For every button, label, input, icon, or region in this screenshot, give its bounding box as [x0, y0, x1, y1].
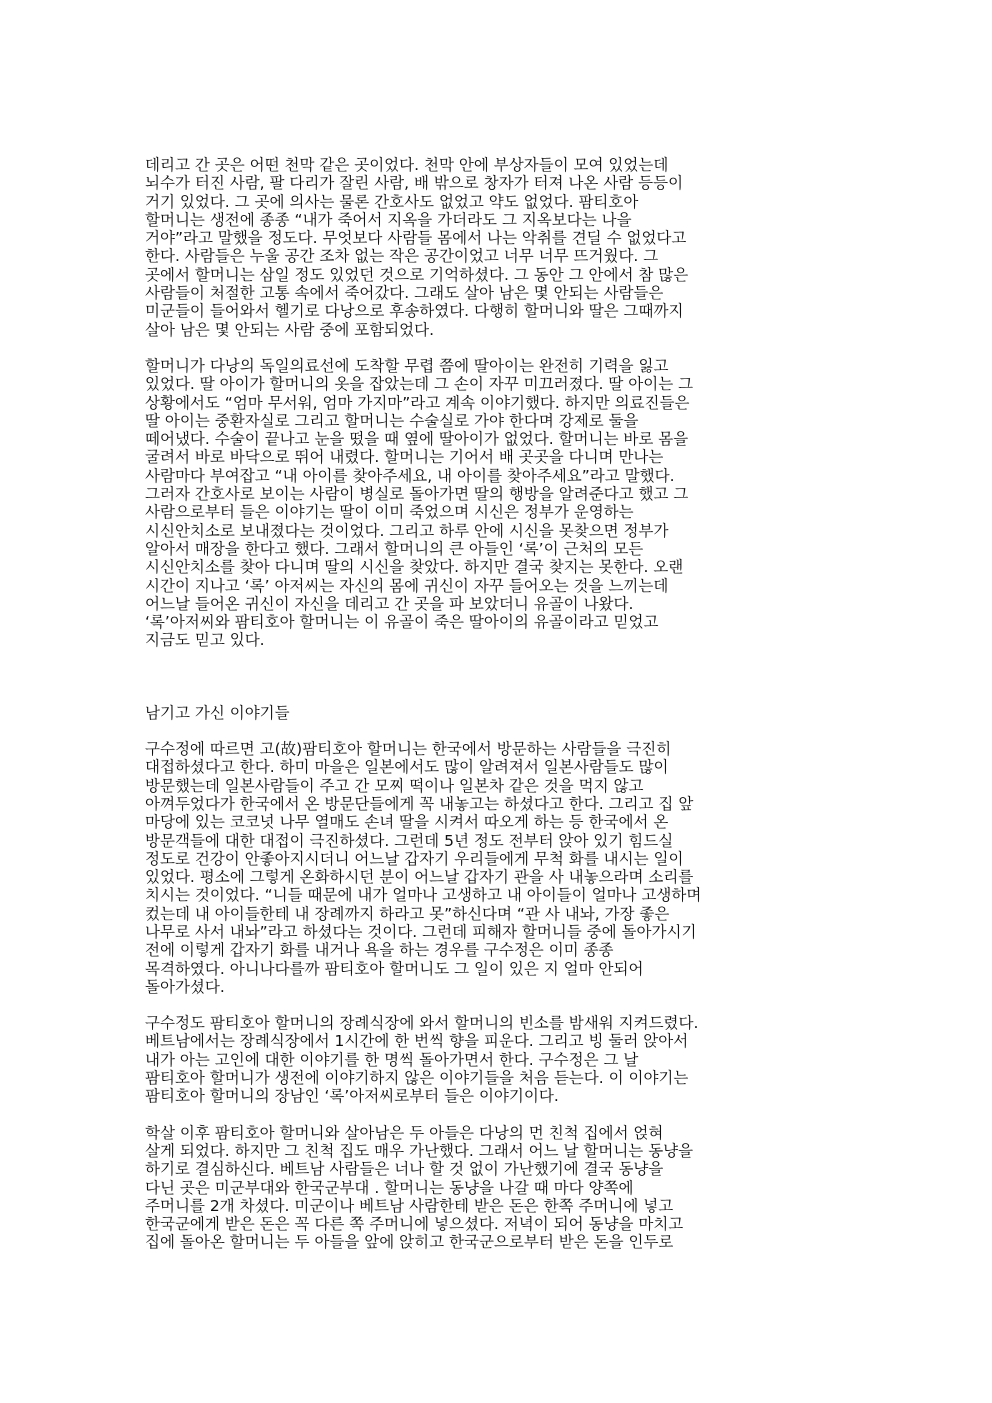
- text-line: 학살 이후 팜티호아 할머니와 살아남은 두 아들은 다낭의 먼 친척 집에서 얹혀: [145, 1123, 664, 1142]
- text-line: 있었다. 평소에 그렇게 온화하시던 분이 어느날 갑자기 관을 사 내놓으라며 소리를: [145, 868, 694, 887]
- paragraph-spacer: [145, 339, 865, 357]
- text-line: 구수정도 팜티호아 할머니의 장례식장에 와서 할머니의 빈소를 밤새워 지켜드렸다.: [145, 1014, 699, 1033]
- text-line: 살게 되었다. 하지만 그 친척 집도 매우 가난했다. 그래서 어느 날 할머니는 동냥을: [145, 1141, 694, 1160]
- paragraph-hospital-ship: [145, 357, 865, 650]
- text-line: 데리고 간 곳은 어떤 천막 같은 곳이었다. 천막 안에 부상자들이 모여 있었는데: [145, 156, 669, 174]
- text-line: 집에 돌아온 할머니는 두 아들을 앞에 앉히고 한국군으로부터 받은 돈을 인두로: [145, 1233, 674, 1252]
- text-line: 뇌수가 터진 사람, 팔 다리가 잘린 사람, 배 밖으로 창자가 터져 나온 사람 등등이: [145, 174, 684, 193]
- text-line: 시신안치소로 보내졌다는 것이었다. 그리고 하루 안에 시신을 못찾으면 정부가: [145, 521, 669, 540]
- paragraph-field-hospital: [145, 156, 865, 339]
- text-line: 시신안치소를 찾아 다니며 딸의 시신을 찾았다. 하지만 결국 찾지는 못한다. 오랜: [145, 558, 684, 577]
- text-line: 떼어냈다. 수술이 끝나고 눈을 떴을 때 옆에 딸아이가 없었다. 할머니는 바로 몸을: [145, 430, 689, 449]
- text-line: 지금도 믿고 있다.: [145, 631, 265, 650]
- text-line: 마당에 있는 코코넛 나무 열매도 손녀 딸을 시켜서 따오게 하는 등 한국에서 온: [145, 813, 669, 832]
- text-line: 시간이 지나고 ‘록’ 아저씨는 자신의 몸에 귀신이 자꾸 들어오는 것을 느끼는데: [145, 576, 669, 595]
- text-line: 할머니는 생전에 종종 “내가 죽어서 지옥을 가더라도 그 지옥보다는 나을: [145, 210, 632, 229]
- text-line: 아껴두었다가 한국에서 온 방문단들에게 꼭 내놓고는 하셨다고 한다. 그리고 집 앞: [145, 794, 694, 813]
- text-line: 방문했는데 일본사람들이 주고 간 모찌 떡이나 일본차 같은 것을 먹지 않고: [145, 776, 644, 795]
- text-line: 상황에서도 “엄마 무서워, 엄마 가지마”라고 계속 이야기했다. 하지만 의료진들은: [145, 393, 690, 412]
- text-line: 베트남에서는 장례식장에서 1시간에 한 번씩 향을 피운다. 그리고 빙 둘러 앉아서: [145, 1032, 689, 1051]
- text-line: 주머니를 2개 차셨다. 미군이나 베트남 사람한테 받은 돈은 한쪽 주머니에 넣고: [145, 1196, 674, 1215]
- text-line: 딸 아이는 중환자실로 그리고 할머니는 수술실로 가야 한다며 강제로 둘을: [145, 411, 639, 430]
- text-line: 사람들이 처절한 고통 속에서 죽어갔다. 그래도 살아 남은 몇 안되는 사람들은: [145, 284, 664, 303]
- text-line: 내가 아는 고인에 대한 이야기를 한 명씩 돌아가면서 한다. 구수정은 그 날: [145, 1050, 639, 1069]
- paragraph-begging: [145, 1124, 865, 1252]
- section-spacer: [145, 650, 865, 704]
- text-line: 사람마다 부여잡고 “내 아이를 찾아주세요, 내 아이를 찾아주세요”라고 말했다.: [145, 466, 675, 485]
- paragraph-spacer: [145, 996, 865, 1014]
- paragraph-funeral: [145, 1014, 865, 1105]
- section-heading: 남기고 가신 이야기들: [145, 703, 290, 722]
- text-line: 할머니가 다낭의 독일의료선에 도착할 무렵 쯤에 딸아이는 완전히 기력을 잃고: [145, 356, 669, 375]
- document-page: [145, 156, 865, 1252]
- text-line: 살아 남은 몇 안되는 사람 중에 포함되었다.: [145, 320, 435, 339]
- text-line: 목격하였다. 아니나다를까 팜티호아 할머니도 그 일이 있은 지 얼마 안되어: [145, 959, 644, 978]
- text-line: 미군들이 들어와서 헬기로 다낭으로 후송하였다. 다행히 할머니와 딸은 그때까지: [145, 302, 684, 321]
- text-line: 치시는 것이었다. “니들 때문에 내가 얼마나 고생하고 내 아이들이 얼마나 고생하며: [145, 886, 702, 905]
- text-line: 어느날 들어온 귀신이 자신을 데리고 간 곳을 파 보았더니 유골이 나왔다.: [145, 594, 634, 613]
- paragraph-spacer: [145, 1106, 865, 1124]
- text-line: 있었다. 딸 아이가 할머니의 옷을 잡았는데 그 손이 자꾸 미끄러졌다. 딸 아이는 그: [145, 375, 694, 394]
- text-line: 거야”라고 말했을 정도다. 무엇보다 사람들 몸에서 나는 악취를 견딜 수 없었다고: [145, 229, 687, 248]
- paragraph-hospitality: [145, 740, 865, 996]
- text-line: 곳에서 할머니는 삼일 정도 있었던 것으로 기억하셨다. 그 동안 그 안에서 참 많은: [145, 265, 689, 284]
- text-line: 전에 이렇게 갑자기 화를 내거나 욕을 하는 경우를 구수정은 이미 종종: [145, 941, 614, 960]
- text-line: 굴려서 바로 바닥으로 뛰어 내렸다. 할머니는 기어서 배 곳곳을 다니며 만나는: [145, 448, 664, 467]
- text-line: 한다. 사람들은 누울 공간 조차 없는 작은 공간이었고 너무 너무 뜨거웠다. 그: [145, 247, 659, 266]
- text-line: 한국군에게 받은 돈은 꼭 다른 쪽 주머니에 넣으셨다. 저녁이 되어 동냥을 마치고: [145, 1215, 684, 1234]
- text-line: 정도로 건강이 안좋아지시더니 어느날 갑자기 우리들에게 무척 화를 내시는 일이: [145, 849, 684, 868]
- text-line: 구수정에 따르면 고(故)팜티호아 할머니는 한국에서 방문하는 사람들을 극진히: [145, 740, 672, 759]
- paragraph-spacer: [145, 722, 865, 740]
- text-line: 컸는데 내 아이들한테 내 장례까지 하라고 못”하신다며 “관 사 내놔, 가장 좋은: [145, 904, 670, 923]
- text-line: 거기 있었다. 그 곳에 의사는 물론 간호사도 없었고 약도 없었다. 팜티호아: [145, 192, 639, 211]
- text-line: 알아서 매장을 한다고 했다. 그래서 할머니의 큰 아들인 ‘록’이 근처의 모든: [145, 539, 644, 558]
- text-line: 하기로 결심하신다. 베트남 사람들은 너나 할 것 없이 가난했기에 결국 동냥을: [145, 1160, 664, 1179]
- text-line: 방문객들에 대한 대접이 극진하셨다. 그런데 5년 정도 전부터 앉아 있기 힘드실: [145, 831, 674, 850]
- text-line: 팜티호아 할머니가 생전에 이야기하지 않은 이야기들을 처음 듣는다. 이 이야기는: [145, 1069, 689, 1088]
- text-line: 나무로 사서 내놔”라고 하셨다는 것이다. 그런데 피해자 할머니들 중에 돌아가시기: [145, 922, 697, 941]
- text-line: 대접하셨다고 한다. 하미 마을은 일본에서도 많이 알려져서 일본사람들도 많이: [145, 758, 669, 777]
- text-line: 사람으로부터 들은 이야기는 딸이 이미 죽었으며 시신은 정부가 운영하는: [145, 503, 634, 522]
- text-line: 팜티호아 할머니의 장남인 ‘록’아저씨로부터 들은 이야기이다.: [145, 1087, 559, 1106]
- text-line: 돌아가셨다.: [145, 977, 225, 996]
- text-line: 그러자 간호사로 보이는 사람이 병실로 돌아가면 딸의 행방을 알려준다고 했고 그: [145, 485, 689, 504]
- text-line: ‘록’아저씨와 팜티호아 할머니는 이 유골이 죽은 딸아이의 유골이라고 믿었고: [145, 613, 659, 632]
- text-line: 다닌 곳은 미군부대와 한국군부대 . 할머니는 동냥을 나갈 때 마다 양쪽에: [145, 1178, 634, 1197]
